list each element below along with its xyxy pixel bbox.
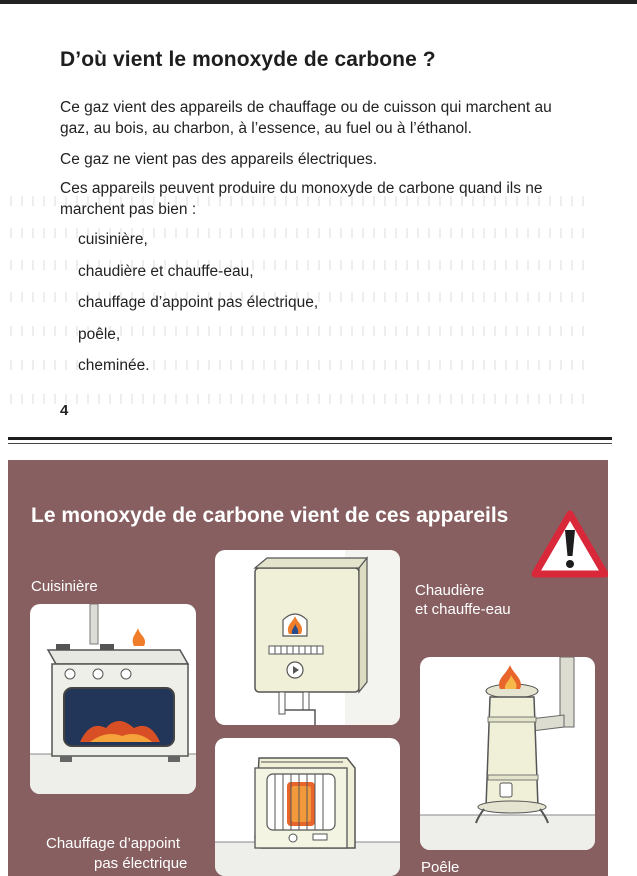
list-item: poêle, bbox=[78, 325, 121, 343]
label-chauffage-line2: pas électrique bbox=[94, 855, 188, 872]
wood-stove-icon bbox=[420, 657, 595, 850]
boiler-icon bbox=[215, 550, 400, 725]
page-title: D’où vient le monoxyde de carbone ? bbox=[60, 48, 436, 71]
page-number: 4 bbox=[60, 402, 69, 419]
label-chaudiere-line2: et chauffe-eau bbox=[415, 601, 511, 618]
malfunction-paragraph: Ces appareils peuvent produire du monoxyde de carbone quand ils ne marchent pas bien : bbox=[60, 180, 543, 218]
page-separator bbox=[8, 437, 612, 440]
intro-paragraph: Ce gaz vient des appareils de chauffage ou de cuisson qui marchent au gaz, au bois, au charbon, à l’essence, au fuel ou à l’éthanol. bbox=[60, 99, 552, 137]
warning-triangle-icon bbox=[531, 510, 608, 580]
appliance-list bbox=[78, 230, 318, 388]
illustration-title: Le monoxyde de carbone vient de ces appareils bbox=[31, 504, 509, 527]
heater-card bbox=[215, 738, 400, 876]
wood-stove-card bbox=[420, 657, 595, 850]
stove-icon bbox=[30, 604, 196, 794]
heater-icon bbox=[215, 738, 400, 876]
list-item: chauffage d’appoint pas électrique, bbox=[78, 294, 319, 311]
boiler-card bbox=[215, 550, 400, 725]
label-poele: Poêle bbox=[421, 859, 460, 876]
show-through-line bbox=[10, 394, 585, 404]
label-cuisiniere: Cuisinière bbox=[31, 578, 98, 595]
flame-icon bbox=[133, 628, 145, 646]
illustration-panel bbox=[8, 460, 608, 876]
stove-card bbox=[30, 604, 196, 794]
list-item: cuisinière, bbox=[78, 231, 148, 248]
list-item: cheminée. bbox=[78, 357, 150, 374]
label-chauffage-line1: Chauffage d’appoint bbox=[46, 835, 181, 852]
list-item: chaudière et chauffe-eau, bbox=[78, 262, 254, 280]
label-chaudiere-line1: Chaudière bbox=[415, 582, 485, 599]
electric-note-paragraph: Ce gaz ne vient pas des appareils électriques. bbox=[60, 151, 378, 168]
page-separator-thin bbox=[8, 443, 612, 444]
